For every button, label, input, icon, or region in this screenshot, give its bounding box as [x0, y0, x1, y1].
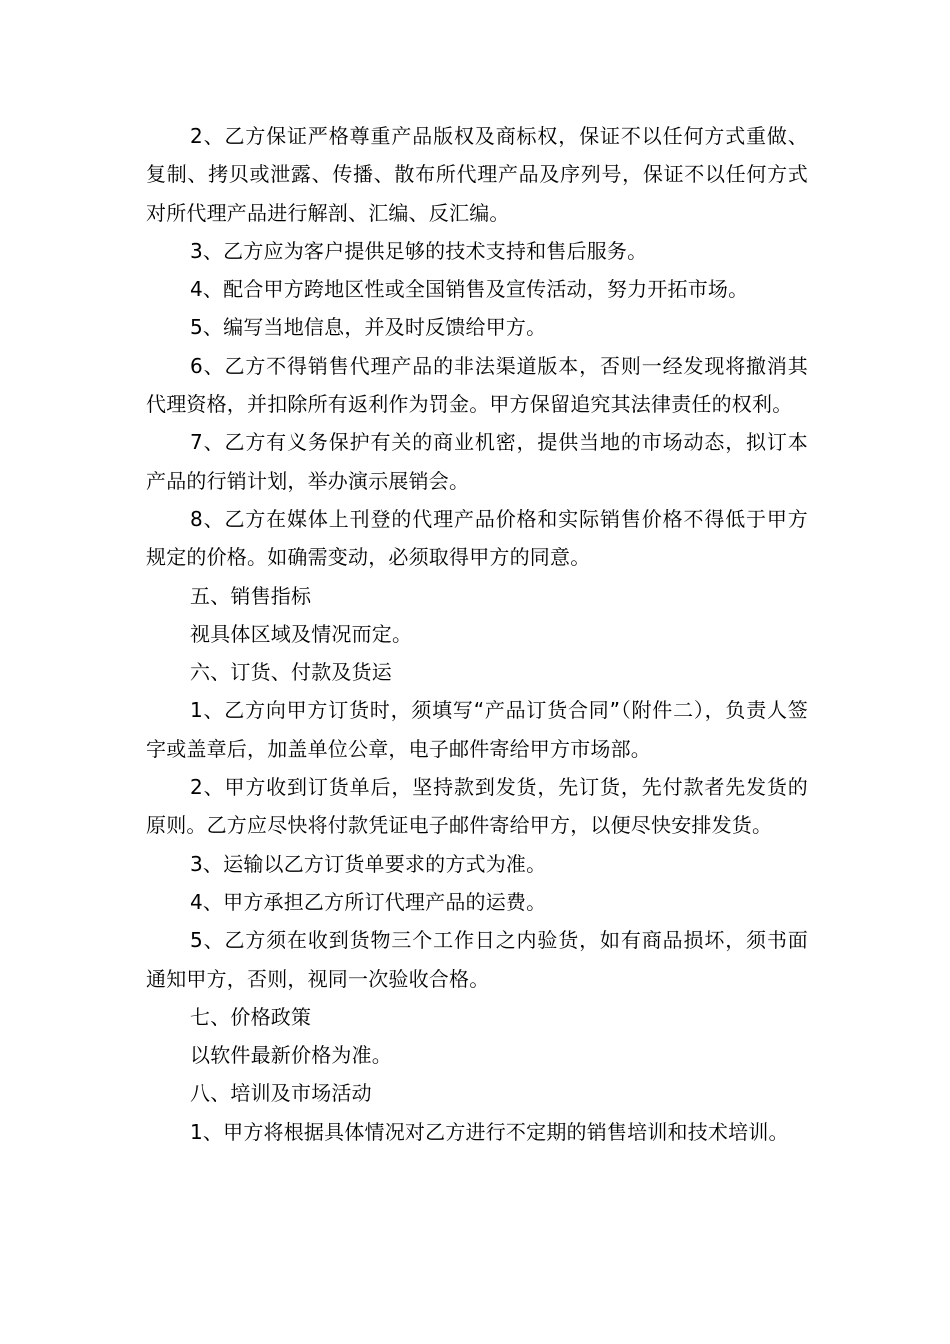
ordering-clause-1: 1、乙方向甲方订货时，须填写“产品订货合同”（附件二），负责人签字或盖章后，加盖单位公章，电子邮件寄给甲方市场部。 — [146, 698, 808, 761]
ordering-clause-5: 5、乙方须在收到货物三个工作日之内验货，如有商品损坏，须书面通知甲方，否则，视同一次验收合格。 — [146, 928, 808, 991]
document-body — [146, 117, 808, 1151]
clause-2-copyright: 2、乙方保证严格尊重产品版权及商标权，保证不以任何方式重做、复制、拷贝或泄露、传播、散布所代理产品及序列号，保证不以任何方式对所代理产品进行解剖、汇编、反汇编。 — [146, 124, 808, 225]
section-heading-training: 八、培训及市场活动 — [190, 1081, 372, 1106]
ordering-clause-2: 2、甲方收到订货单后，坚持款到发货，先订货，先付款者先发货的原则。乙方应尽快将付款凭证电子邮件寄给甲方，以便尽快安排发货。 — [146, 775, 808, 838]
clause-3-support: 3、乙方应为客户提供足够的技术支持和售后服务。 — [190, 238, 648, 263]
document-page — [146, 0, 808, 1344]
clause-4-marketing: 4、配合甲方跨地区性或全国销售及宣传活动，努力开拓市场。 — [190, 277, 749, 302]
clause-7-confidentiality: 7、乙方有义务保护有关的商业机密，提供当地的市场动态，拟订本产品的行销计划，举办演示展销会。 — [146, 430, 808, 493]
section-heading-ordering: 六、订货、付款及货运 — [190, 660, 392, 685]
ordering-clause-4: 4、甲方承担乙方所订代理产品的运费。 — [190, 889, 547, 914]
section-heading-sales-targets: 五、销售指标 — [190, 583, 312, 608]
ordering-clause-3: 3、运输以乙方订货单要求的方式为准。 — [190, 851, 547, 876]
training-clause-1: 1、甲方将根据具体情况对乙方进行不定期的销售培训和技术培训。 — [190, 1119, 789, 1144]
pricing-policy-text: 以软件最新价格为准。 — [190, 1043, 392, 1068]
clause-6-illegal-versions: 6、乙方不得销售代理产品的非法渠道版本，否则一经发现将撤消其代理资格，并扣除所有返利作为罚金。甲方保留追究其法律责任的权利。 — [146, 353, 808, 417]
clause-5-feedback: 5、编写当地信息，并及时反馈给甲方。 — [190, 315, 547, 340]
sales-targets-text: 视具体区域及情况而定。 — [190, 621, 413, 646]
section-heading-pricing-policy: 七、价格政策 — [190, 1004, 312, 1029]
clause-8-pricing: 8、乙方在媒体上刊登的代理产品价格和实际销售价格不得低于甲方规定的价格。如确需变动，必须取得甲方的同意。 — [146, 506, 808, 570]
